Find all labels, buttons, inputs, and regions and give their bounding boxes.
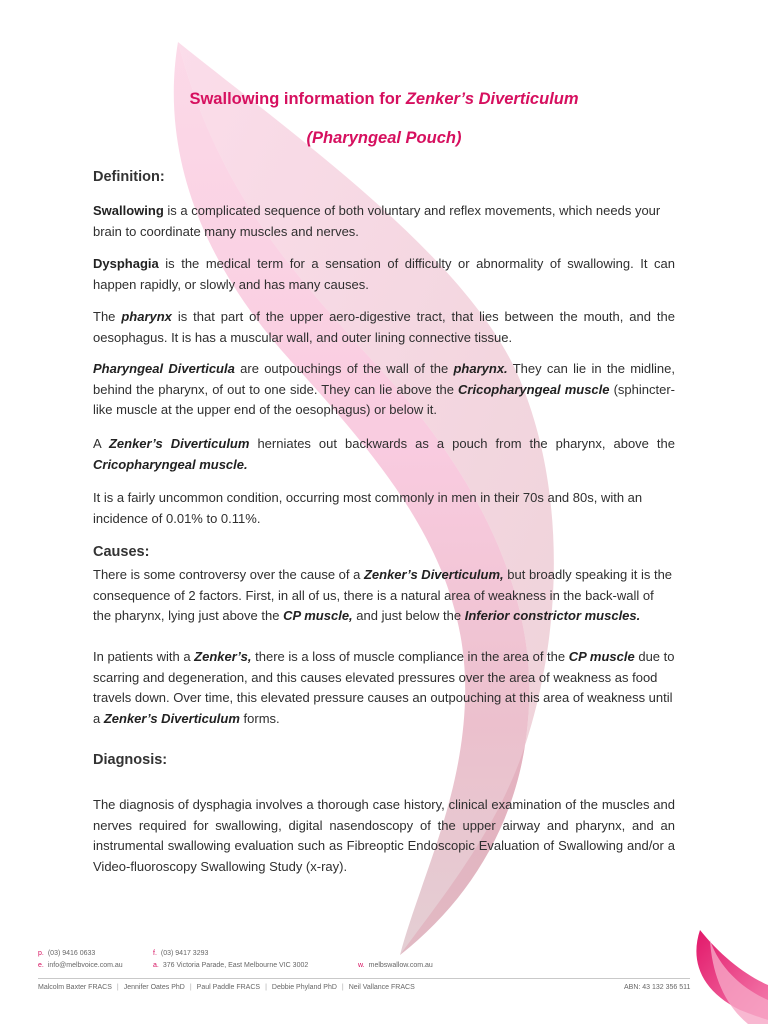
separator: | [341, 984, 344, 991]
diagnosis-paragraph: The diagnosis of dysphagia involves a thorough case history, clinical examination of the muscles and nerves required for swallowing, digital nasendoscopy of the upper airway and pharynx, and an instrumental swallowing evaluation such as Fibreoptic Endoscopic Evaluation of Swallowing and/or a Video-fluoroscopy Swallowing Study (x-ray). [93, 797, 675, 874]
definition-heading: Definition: [93, 169, 165, 185]
practitioner-name: Malcolm Baxter FRACS [38, 984, 112, 991]
causes-paragraph-2: In patients with a Zenker’s, there is a loss of muscle compliance in the area of the CP muscle due to scarring and degeneration, and this causes elevated pressures over the area of weakness as food travels down. Over time, this elevated pressure causes an outpouching at this area of weakness until a Zenker’s Diverticulum forms. [93, 649, 675, 726]
separator: | [189, 984, 192, 991]
document-subtitle: (Pharyngeal Pouch) [306, 129, 462, 147]
definition-swallowing-paragraph: Swallowing is a complicated sequence of both voluntary and reflex movements, which needs your brain to coordinate many muscles and nerves. [93, 203, 661, 239]
page-footer [0, 940, 768, 1024]
practitioner-name: Paul Paddle FRACS [196, 984, 261, 991]
causes-heading: Causes: [93, 544, 150, 560]
footer-abn: ABN: 43 132 356 511 [624, 984, 691, 991]
causes-paragraph-1: There is some controversy over the cause of a Zenker’s Diverticulum, but broadly speaking it is the consequence of 2 factors. First, in all of us, there is a natural area of weakness in the back-wall of the pharynx, lying just above the CP muscle, and just below the Inferior constrictor muscles. [93, 567, 673, 623]
footer-phone: p. (03) 9416 0633 [38, 950, 96, 957]
practitioner-name: Debbie Phyland PhD [271, 984, 337, 991]
separator: | [265, 984, 267, 991]
definition-diverticula-paragraph: Pharyngeal Diverticula are outpouchings of the wall of the pharynx. They can lie in the midline, behind the pharynx, of out to one side. They can lie above the Cricopharyngeal muscle (sphincter-like muscle at the upper end of the oesophagus) or below it. [93, 361, 675, 417]
separator: | [116, 984, 119, 991]
footer-divider [38, 978, 690, 979]
practitioner-name: Jennifer Oates PhD [123, 984, 185, 991]
diagnosis-heading: Diagnosis: [93, 752, 168, 768]
footer-address: a. 376 Victoria Parade, East Melbourne VIC 3002 [153, 962, 309, 969]
definition-incidence-paragraph: It is a fairly uncommon condition, occurring most commonly in men in their 70s and 80s, with an incidence of 0.01% to 0.11%. [93, 490, 643, 526]
footer-email[interactable]: e. info@melbvoice.com.au [38, 962, 123, 969]
footer-practitioners [38, 984, 415, 991]
definition-dysphagia-paragraph: Dysphagia is the medical term for a sensation of difficulty or abnormality of swallowing. It can happen rapidly, or slowly and has many causes. [93, 256, 675, 292]
definition-zenker-paragraph: A Zenker’s Diverticulum herniates out backwards as a pouch from the pharynx, above the Cricopharyngeal muscle. [93, 436, 675, 472]
practitioner-name: Neil Vallance FRACS [348, 984, 415, 991]
definition-pharynx-paragraph: The pharynx is that part of the upper aero-digestive tract, that lies between the mouth, and the oesophagus. It is has a muscular wall, and outer lining connective tissue. [93, 309, 676, 345]
footer-fax: f. (03) 9417 3293 [153, 950, 209, 957]
document-title: Swallowing information for Zenker’s Diverticulum [189, 90, 579, 108]
footer-website[interactable]: w. melbswallow.com.au [358, 962, 433, 969]
